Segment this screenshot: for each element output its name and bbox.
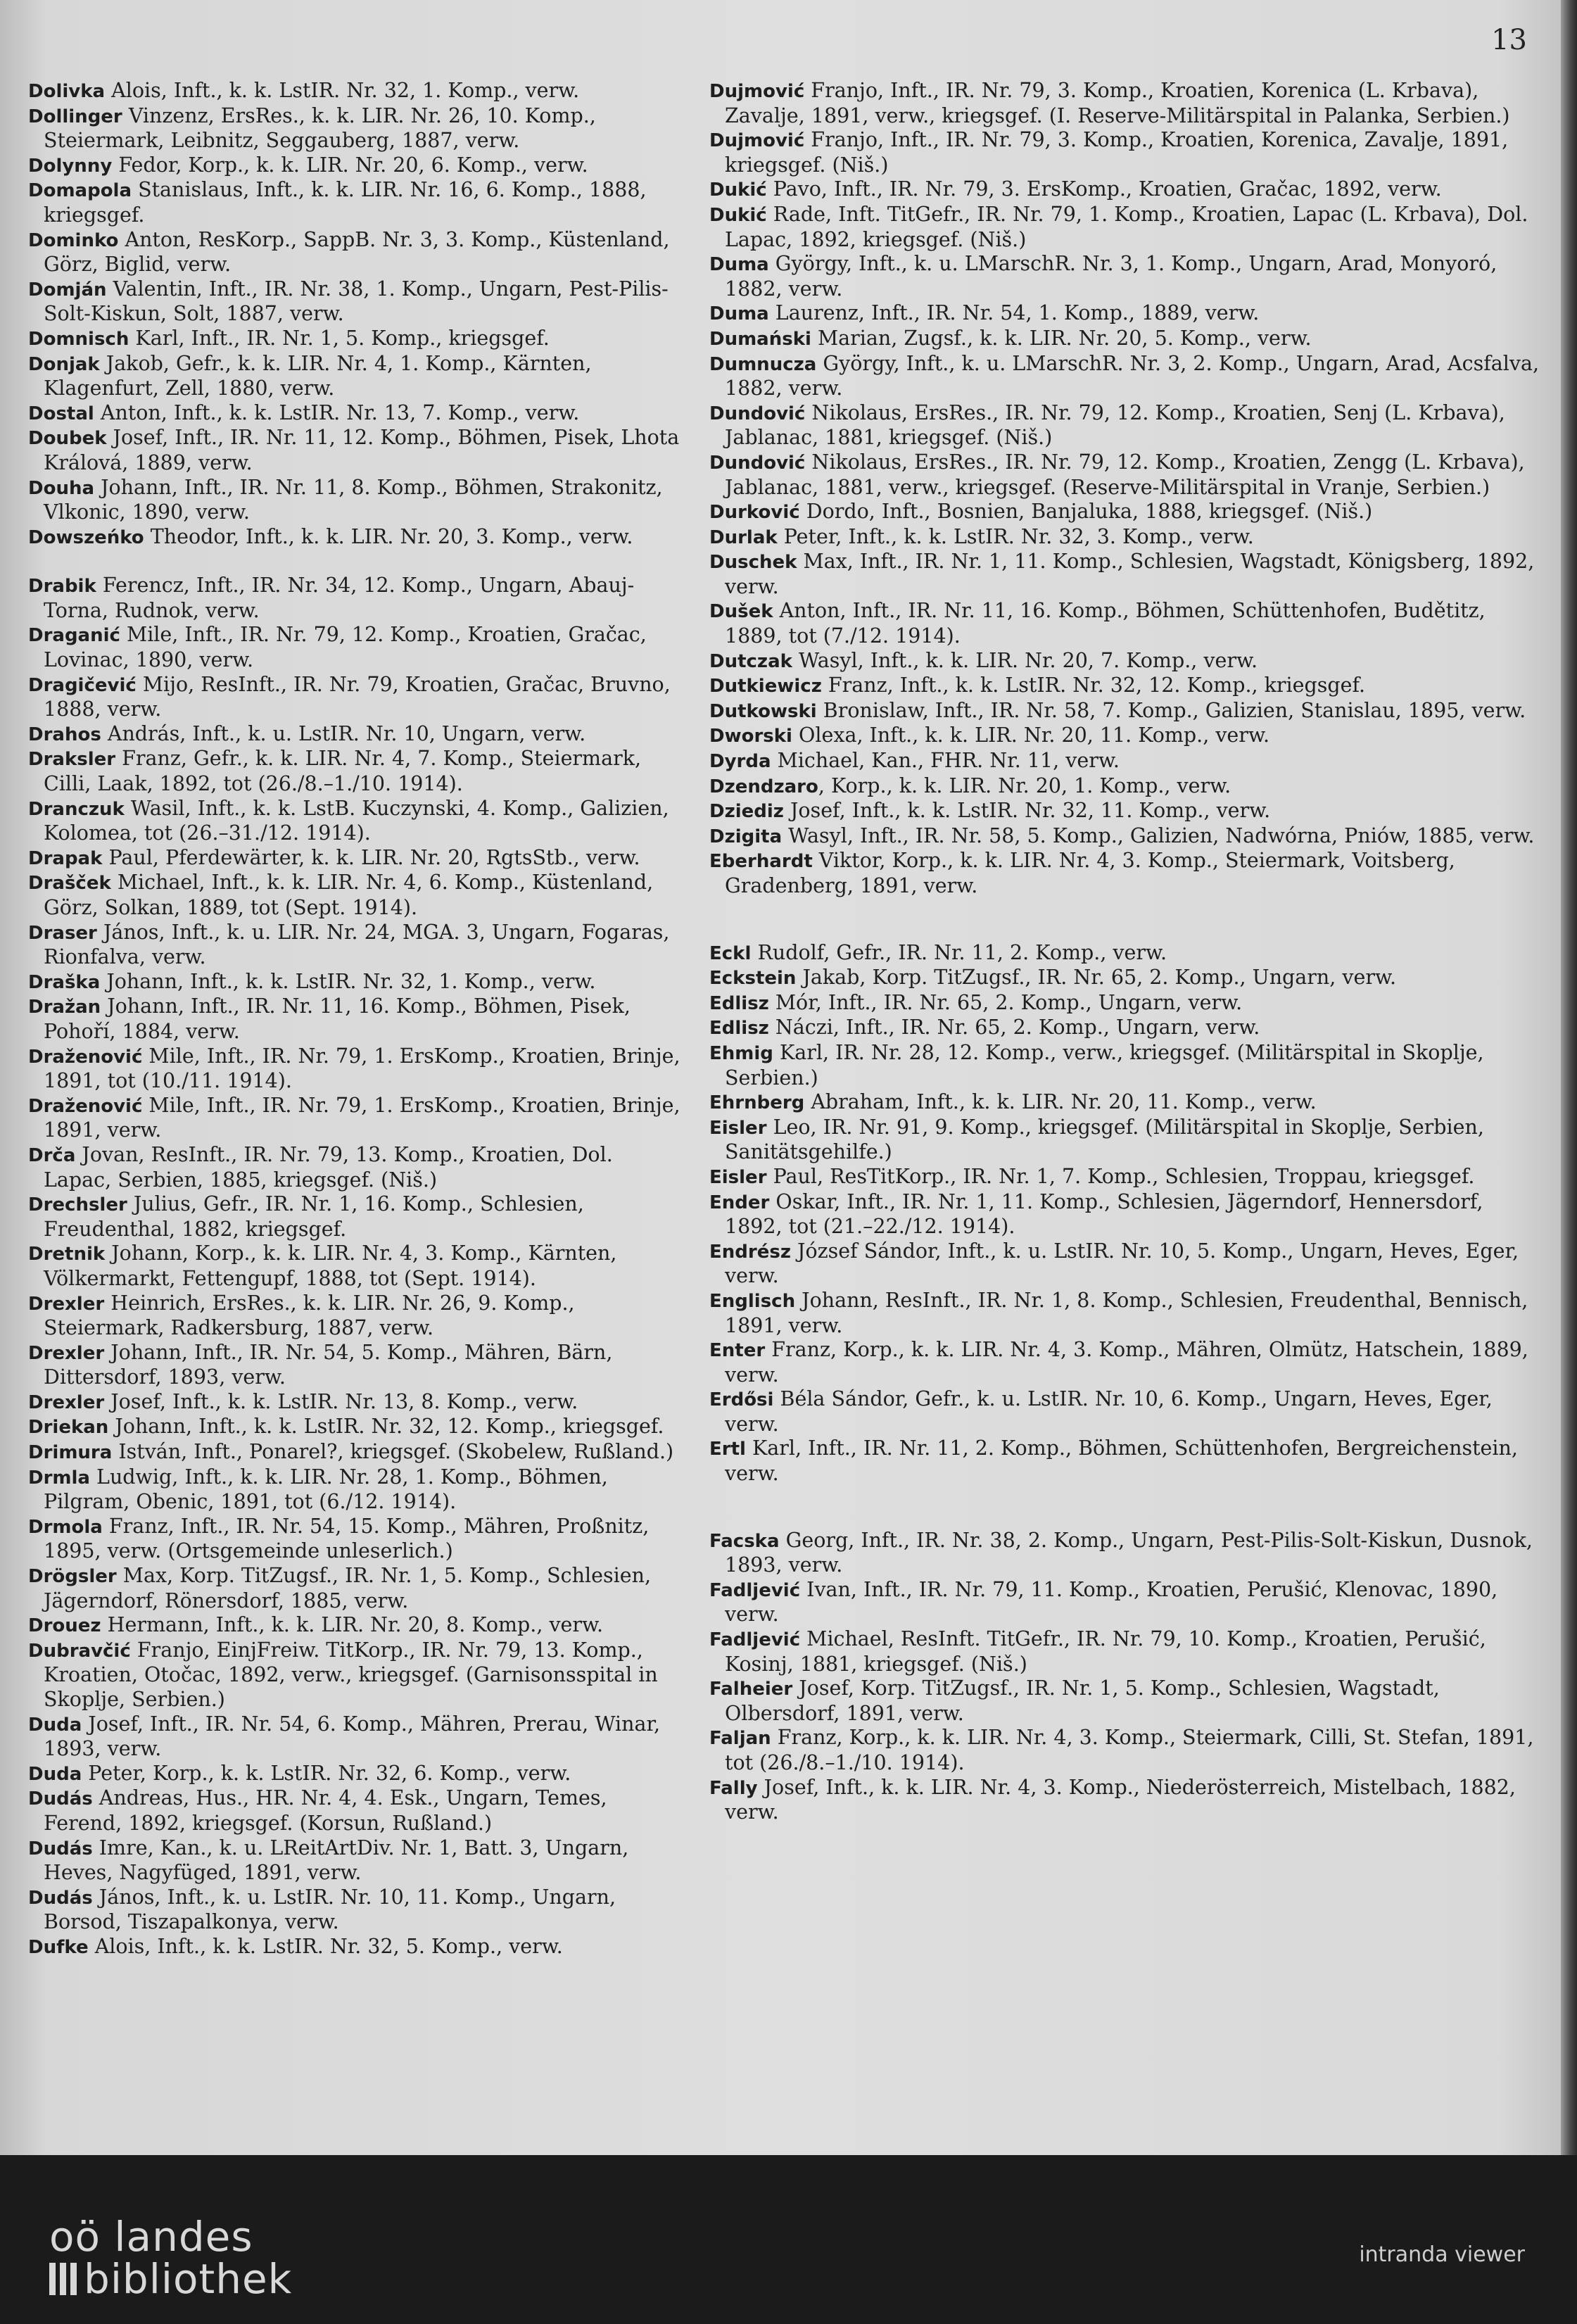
entry-surname: Dufke <box>28 1936 89 1958</box>
entry-surname: Drouez <box>28 1615 101 1637</box>
entry-details: Franjo, EinjFreiw. TitKorp., IR. Nr. 79, 13. Komp., Kroatien, Otočac, 1892, verw., kriegsgef. (Garnisonsspital in Skoplje, Serbien.) <box>44 1638 658 1711</box>
register-entry <box>28 104 683 153</box>
entry-details: Leo, IR. Nr. 91, 9. Komp., kriegsgef. (Militärspital in Skoplje, Serbien, Sanitätsgehilfe.) <box>725 1115 1484 1164</box>
register-entry <box>709 849 1540 898</box>
register-entry <box>28 153 683 179</box>
entry-details: Michael, Inft., k. k. LIR. Nr. 4, 6. Komp., Küstenland, Görz, Solkan, 1889, tot (Sept. 1914). <box>44 871 654 919</box>
entry-surname: Dundović <box>709 403 806 424</box>
entry-surname: Dudás <box>28 1838 93 1859</box>
register-entry <box>28 722 683 747</box>
entry-details: Rade, Inft. TitGefr., IR. Nr. 79, 1. Komp., Kroatien, Lapac (L. Krbava), Dol. Lapac, 1892, kriegsgef. (Niš.) <box>725 202 1528 251</box>
register-entry <box>28 970 683 995</box>
register-entry <box>28 1638 683 1712</box>
entry-details: Karl, IR. Nr. 28, 12. Komp., verw., kriegsgef. (Militärspital in Skoplje, Serbien.) <box>725 1040 1484 1090</box>
entry-surname: Durković <box>709 502 800 524</box>
entry-details: Josef, Inft., k. k. LIR. Nr. 4, 3. Komp., Niederösterreich, Mistelbach, 1882, verw. <box>725 1775 1516 1824</box>
entry-details: Karl, Inft., IR. Nr. 11, 2. Komp., Böhmen, Schüttenhofen, Bergreichenstein, verw. <box>725 1436 1518 1486</box>
register-entry <box>709 1776 1540 1825</box>
entry-details: Josef, Inft., IR. Nr. 11, 12. Komp., Böhmen, Pisek, Lhota Králová, 1889, verw. <box>44 426 680 474</box>
entry-surname: Dumnucza <box>709 353 817 375</box>
register-entry <box>28 1564 683 1613</box>
entry-details: Max, Korp. TitZugsf., IR. Nr. 1, 5. Komp., Schlesien, Jägerndorf, Rönersdorf, 1885, verw. <box>44 1564 652 1612</box>
register-entry <box>709 1239 1540 1289</box>
register-entry <box>28 1886 683 1935</box>
entry-surname: Dolynny <box>28 155 113 177</box>
entry-surname: Ender <box>709 1192 770 1213</box>
register-entry <box>709 500 1540 525</box>
library-logo[interactable] <box>49 2213 293 2303</box>
entry-surname: Dollinger <box>28 106 122 127</box>
register-entry <box>709 450 1540 500</box>
register-entry <box>709 1726 1540 1775</box>
entry-surname: Eisler <box>709 1166 767 1188</box>
entry-details: Franz, Inft., k. k. LstIR. Nr. 32, 12. Komp., kriegsgef. <box>821 674 1366 697</box>
entry-details: Dordo, Inft., Bosnien, Banjaluka, 1888, kriegsgef. (Niš.) <box>799 500 1373 524</box>
logo-text-line2-row <box>49 2255 293 2303</box>
register-entry <box>709 674 1540 699</box>
entry-surname: Draženović <box>28 1046 143 1068</box>
entry-surname: Drapak <box>28 847 103 869</box>
entry-details: , Korp., k. k. LIR. Nr. 20, 1. Komp., verw. <box>818 773 1231 797</box>
register-entry <box>709 749 1540 774</box>
entry-details: Bronislaw, Inft., IR. Nr. 58, 7. Komp., Galizien, Stanislau, 1895, verw. <box>816 698 1526 722</box>
entry-surname: Draška <box>28 971 101 993</box>
register-entry <box>709 252 1540 301</box>
entry-details: Anton, ResKorp., SappB. Nr. 3, 3. Komp., Küstenland, Görz, Biglid, verw. <box>44 227 670 277</box>
entry-surname: Drča <box>28 1144 76 1166</box>
entry-surname: Enter <box>709 1340 766 1362</box>
entry-surname: Dušek <box>709 601 773 623</box>
register-entry <box>28 1143 683 1192</box>
register-entry <box>709 1436 1540 1486</box>
entry-details: Hermann, Inft., k. k. LIR. Nr. 20, 8. Komp., verw. <box>101 1613 604 1637</box>
entry-details: Mile, Inft., IR. Nr. 79, 1. ErsKomp., Kroatien, Brinje, 1891, tot (10./11. 1914). <box>44 1044 680 1093</box>
entry-details: Alois, Inft., k. k. LstIR. Nr. 32, 1. Komp., verw. <box>105 79 580 102</box>
register-entry <box>28 1836 683 1886</box>
entry-surname: Falheier <box>709 1679 793 1700</box>
register-entry <box>709 774 1540 800</box>
logo-text-line1: oö landes <box>49 2213 253 2261</box>
entry-details: Béla Sándor, Gefr., k. u. LstIR. Nr. 10, 6. Komp., Ungarn, Heves, Eger, verw. <box>725 1387 1493 1436</box>
register-entry <box>709 966 1540 991</box>
entry-surname: Drexler <box>28 1342 105 1364</box>
section-gap <box>709 1486 1540 1529</box>
entry-details: Rudolf, Gefr., IR. Nr. 11, 2. Komp., verw. <box>751 940 1167 964</box>
register-entry <box>28 921 683 970</box>
entry-surname: Erdősi <box>709 1389 774 1411</box>
entry-surname: Eisler <box>709 1117 767 1139</box>
entry-surname: Dudás <box>28 1887 93 1909</box>
entry-surname: Faljan <box>709 1728 771 1750</box>
entry-surname: Dragičević <box>28 674 137 696</box>
entry-details: Vinzenz, ErsRes., k. k. LIR. Nr. 26, 10. Komp., Steiermark, Leibnitz, Seggauberg, 1887, verw. <box>44 103 596 153</box>
entry-details: Marian, Zugsf., k. k. LIR. Nr. 20, 5. Komp., verw. <box>811 326 1312 350</box>
register-entry <box>28 1390 683 1415</box>
register-entry <box>28 871 683 920</box>
entry-details: Ludwig, Inft., k. k. LIR. Nr. 28, 1. Komp., Böhmen, Pilgram, Obenic, 1891, tot (6./12. 1914). <box>44 1465 608 1514</box>
entry-details: János, Inft., k. u. LstIR. Nr. 10, 11. Komp., Ungarn, Borsod, Tiszapalkonya, verw. <box>44 1885 616 1934</box>
entry-surname: Fally <box>709 1777 758 1799</box>
entry-details: Josef, Inft., IR. Nr. 54, 6. Komp., Mähren, Prerau, Winar, 1893, verw. <box>44 1712 661 1761</box>
register-entry <box>28 623 683 672</box>
entry-details: Franjo, Inft., IR. Nr. 79, 3. Komp., Kroatien, Korenica, Zavalje, 1891, kriegsgef. (Niš.) <box>725 128 1509 177</box>
entry-details: Stanislaus, Inft., k. k. LIR. Nr. 16, 6. Komp., 1888, kriegsgef. <box>44 178 647 227</box>
entry-surname: Drimura <box>28 1442 113 1464</box>
entry-details: Franz, Korp., k. k. LIR. Nr. 4, 3. Komp., Mähren, Olmütz, Hatschein, 1889, verw. <box>725 1338 1528 1387</box>
register-entry <box>28 178 683 227</box>
page-number: 13 <box>1491 24 1527 56</box>
entry-details: Mile, Inft., IR. Nr. 79, 1. ErsKomp., Kroatien, Brinje, 1891, verw. <box>44 1093 680 1142</box>
register-entry <box>709 301 1540 327</box>
entry-details: Mile, Inft., IR. Nr. 79, 12. Komp., Kroatien, Gračac, Lovinac, 1890, verw. <box>44 623 647 672</box>
register-entry <box>709 1627 1540 1676</box>
register-entry <box>28 352 683 401</box>
entry-surname: Dubravčić <box>28 1640 131 1662</box>
entry-details: Wasil, Inft., k. k. LstB. Kuczynski, 4. Komp., Galizien, Kolomea, tot (26.–31./12. 1914). <box>44 796 669 845</box>
entry-surname: Drexler <box>28 1293 105 1315</box>
entry-surname: Dutczak <box>709 650 792 672</box>
register-entry <box>709 1165 1540 1190</box>
register-entry <box>28 476 683 525</box>
right-column <box>709 79 1540 1825</box>
register-entry <box>709 525 1540 550</box>
entry-details: András, Inft., k. u. LstIR. Nr. 10, Ungarn, verw. <box>101 721 586 745</box>
entry-surname: Fadljević <box>709 1579 801 1601</box>
entry-surname: Drexler <box>28 1391 105 1413</box>
entry-surname: Dražan <box>28 997 101 1018</box>
logo-text-line2: bibliothek <box>84 2255 293 2303</box>
left-column <box>28 79 683 1960</box>
entry-surname: Dzigita <box>709 826 783 847</box>
entry-details: Franz, Gefr., k. k. LIR. Nr. 4, 7. Komp., Steiermark, Cilli, Laak, 1892, tot (26./8.–1./10. 1914). <box>44 747 642 796</box>
entry-surname: Ertl <box>709 1439 746 1460</box>
entry-details: Franz, Korp., k. k. LIR. Nr. 4, 3. Komp., Steiermark, Cilli, St. Stefan, 1891, tot (26./8.–1./10. 1914). <box>725 1726 1534 1774</box>
entry-details: Paul, Pferdewärter, k. k. LIR. Nr. 20, RgtsStb., verw. <box>102 845 640 869</box>
entry-details: Johann, Inft., k. k. LstIR. Nr. 32, 1. Komp., verw. <box>100 969 596 993</box>
entry-surname: Facska <box>709 1530 780 1552</box>
logo-bars-icon <box>49 2263 77 2295</box>
register-entry <box>709 327 1540 352</box>
register-entry <box>709 1289 1540 1338</box>
register-entry <box>28 1762 683 1787</box>
entry-surname: Dziediz <box>709 801 784 823</box>
entry-details: Johann, Inft., k. k. LstIR. Nr. 32, 12. Komp., kriegsgef. <box>108 1415 664 1439</box>
register-entry <box>28 1515 683 1564</box>
register-entry <box>28 525 683 550</box>
register-entry <box>28 426 683 475</box>
entry-details: Peter, Inft., k. k. LstIR. Nr. 32, 3. Komp., verw. <box>777 524 1254 548</box>
register-entry <box>709 1387 1540 1436</box>
register-entry <box>709 1578 1540 1627</box>
register-entry <box>28 228 683 277</box>
register-entry <box>28 1415 683 1440</box>
entry-details: István, Inft., Ponarel?, kriegsgef. (Skobelew, Rußland.) <box>112 1440 674 1464</box>
register-entry <box>709 1529 1540 1578</box>
entry-details: Johann, Korp., k. k. LIR. Nr. 4, 3. Komp., Kärnten, Völkermarkt, Fettengupf, 1888, tot (Sept. 1914). <box>44 1242 617 1290</box>
entry-surname: Donjak <box>28 353 100 375</box>
entry-surname: Fadljević <box>709 1629 801 1651</box>
entry-surname: Driekan <box>28 1417 109 1439</box>
entry-details: József Sándor, Inft., k. u. LstIR. Nr. 10, 5. Komp., Ungarn, Heves, Eger, verw. <box>725 1239 1519 1288</box>
page-edge <box>1561 0 1577 2155</box>
entry-surname: Duma <box>709 254 769 276</box>
entry-surname: Drahos <box>28 724 101 745</box>
register-entry <box>709 1676 1540 1726</box>
entry-details: Johann, Inft., IR. Nr. 11, 16. Komp., Böhmen, Pisek, Pohoří, 1884, verw. <box>44 994 631 1043</box>
entry-surname: Edlisz <box>709 1018 769 1040</box>
register-entry <box>28 1712 683 1762</box>
entry-surname: Ehmig <box>709 1042 773 1064</box>
entry-details: Max, Inft., IR. Nr. 1, 11. Komp., Schlesien, Wagstadt, Königsberg, 1892, verw. <box>725 550 1535 598</box>
entry-surname: Dzendzaro <box>709 776 818 797</box>
entry-surname: Draganić <box>28 625 120 647</box>
entry-surname: Eckstein <box>709 968 797 990</box>
section-gap <box>28 550 683 574</box>
entry-details: Alois, Inft., k. k. LstIR. Nr. 32, 5. Komp., verw. <box>88 1934 563 1958</box>
entry-surname: Dranczuk <box>28 798 125 820</box>
entry-details: Valentin, Inft., IR. Nr. 38, 1. Komp., Ungarn, Pest-Pilis-Solt-Kiskun, Solt, 1887, verw. <box>44 277 669 326</box>
register-entry <box>28 797 683 846</box>
register-entry <box>709 824 1540 850</box>
entry-surname: Dudás <box>28 1788 93 1810</box>
entry-surname: Dukić <box>709 179 767 201</box>
entry-details: Abraham, Inft., k. k. LIR. Nr. 20, 11. Komp., verw. <box>804 1090 1317 1114</box>
register-entry <box>709 649 1540 674</box>
entry-details: Wasyl, Inft., IR. Nr. 58, 5. Komp., Galizien, Nadwórna, Pniów, 1885, verw. <box>782 823 1535 847</box>
entry-details: Johann, Inft., IR. Nr. 54, 5. Komp., Mähren, Bärn, Dittersdorf, 1893, verw. <box>44 1340 613 1389</box>
entry-surname: Eberhardt <box>709 851 813 873</box>
entry-surname: Eckl <box>709 942 752 964</box>
entry-details: Ivan, Inft., IR. Nr. 79, 11. Komp., Kroatien, Perušić, Klenovac, 1890, verw. <box>725 1577 1498 1627</box>
register-entry <box>28 1935 683 1960</box>
entry-details: Nikolaus, ErsRes., IR. Nr. 79, 12. Komp., Kroatien, Senj (L. Krbava), Jablanac, 1881, kriegsgef. (Niš.) <box>725 400 1505 450</box>
register-entry <box>28 277 683 327</box>
entry-details: Michael, Kan., FHR. Nr. 11, verw. <box>771 749 1120 773</box>
entry-surname: Domján <box>28 279 107 301</box>
entry-details: Wasyl, Inft., k. k. LIR. Nr. 20, 7. Komp., verw. <box>792 648 1258 672</box>
register-entry <box>709 1016 1540 1041</box>
entry-details: Johann, ResInft., IR. Nr. 1, 8. Komp., Schlesien, Freudenthal, Bennisch, 1891, verw. <box>725 1288 1528 1337</box>
register-entry <box>28 1341 683 1390</box>
register-entry <box>709 991 1540 1016</box>
entry-details: Pavo, Inft., IR. Nr. 79, 3. ErsKomp., Kroatien, Gračac, 1892, verw. <box>766 177 1442 201</box>
register-entry <box>709 1090 1540 1116</box>
register-entry <box>28 673 683 722</box>
entry-details: Viktor, Korp., k. k. LIR. Nr. 4, 3. Komp., Steiermark, Voitsberg, Gradenberg, 1891, verw. <box>725 849 1455 897</box>
entry-surname: Edlisz <box>709 992 769 1014</box>
entry-details: Jakab, Korp. TitZugsf., IR. Nr. 65, 2. Komp., Ungarn, verw. <box>796 966 1397 990</box>
register-entry <box>709 79 1540 128</box>
register-entry <box>709 1190 1540 1239</box>
entry-details: Franz, Inft., IR. Nr. 54, 15. Komp., Mähren, Proßnitz, 1895, verw. (Ortsgemeinde unleserlich.) <box>44 1514 650 1563</box>
entry-surname: Domnisch <box>28 328 129 350</box>
viewer-brand-label[interactable]: intranda viewer <box>1359 2242 1525 2267</box>
register-entry <box>28 1613 683 1638</box>
entry-surname: Dominko <box>28 229 119 251</box>
entry-details: Anton, Inft., IR. Nr. 11, 16. Komp., Böhmen, Schüttenhofen, Budětitz, 1889, tot (7./12. 1914). <box>725 599 1486 648</box>
entry-details: Imre, Kan., k. u. LReitArtDiv. Nr. 1, Batt. 3, Ungarn, Heves, Nagyfüged, 1891, verw. <box>44 1836 629 1885</box>
entry-surname: Durlak <box>709 526 778 548</box>
register-entry <box>28 401 683 427</box>
entry-details: Josef, Inft., k. k. LstIR. Nr. 32, 11. Komp., verw. <box>783 799 1271 823</box>
entry-surname: Dujmović <box>709 81 805 102</box>
entry-details: Karl, Inft., IR. Nr. 1, 5. Komp., kriegsgef. <box>129 326 550 350</box>
entry-details: Fedor, Korp., k. k. LIR. Nr. 20, 6. Komp., verw. <box>112 153 588 177</box>
register-entry <box>28 1440 683 1465</box>
entry-surname: Drmola <box>28 1516 103 1538</box>
register-entry <box>709 401 1540 450</box>
entry-details: György, Inft., k. u. LMarschR. Nr. 3, 1. Komp., Ungarn, Arad, Monyoró, 1882, verw. <box>725 252 1497 301</box>
entry-surname: Dyrda <box>709 751 771 773</box>
entry-surname: Drechsler <box>28 1194 127 1216</box>
entry-details: Anton, Inft., k. k. LstIR. Nr. 13, 7. Komp., verw. <box>94 400 580 424</box>
register-entry <box>709 177 1540 203</box>
register-entry <box>709 1116 1540 1165</box>
register-entry <box>28 1465 683 1515</box>
register-entry <box>709 724 1540 749</box>
entry-surname: Duda <box>28 1714 82 1736</box>
entry-surname: Doubek <box>28 428 107 450</box>
register-entry <box>28 994 683 1044</box>
entry-details: Josef, Korp. TitZugsf., IR. Nr. 1, 5. Komp., Schlesien, Wagstadt, Olbersdorf, 1891, verw. <box>725 1676 1440 1725</box>
entry-details: Julius, Gefr., IR. Nr. 1, 16. Komp., Schlesien, Freudenthal, 1882, kriegsgef. <box>44 1192 584 1241</box>
entry-surname: Draženović <box>28 1095 143 1117</box>
register-entry <box>28 747 683 796</box>
register-entry <box>28 1786 683 1836</box>
entry-surname: Dutkowski <box>709 700 817 722</box>
register-entry <box>709 128 1540 177</box>
register-entry <box>709 352 1540 401</box>
entry-surname: Ehrnberg <box>709 1092 805 1114</box>
entry-details: Oskar, Inft., IR. Nr. 1, 11. Komp., Schlesien, Jägerndorf, Hennersdorf, 1892, tot (21.–22./12. 1914). <box>725 1189 1483 1239</box>
entry-details: Peter, Korp., k. k. LstIR. Nr. 32, 6. Komp., verw. <box>82 1761 571 1785</box>
register-entry <box>709 699 1540 724</box>
entry-details: Heinrich, ErsRes., k. k. LIR. Nr. 26, 9. Komp., Steiermark, Radkersburg, 1887, verw. <box>44 1291 575 1340</box>
entry-surname: Domapola <box>28 180 132 202</box>
entry-surname: Duda <box>28 1763 82 1785</box>
register-entry <box>28 1242 683 1291</box>
entry-details: Jovan, ResInft., IR. Nr. 79, 13. Komp., Kroatien, Dol. Lapac, Serbien, 1885, kriegsgef. (Niš.) <box>44 1142 613 1192</box>
section-gap <box>709 899 1540 941</box>
register-entry <box>28 846 683 871</box>
entry-surname: Drmla <box>28 1467 90 1489</box>
entry-details: János, Inft., k. u. LIR. Nr. 24, MGA. 3, Ungarn, Fogaras, Rionfalva, verw. <box>44 920 670 969</box>
entry-details: Theodor, Inft., k. k. LIR. Nr. 20, 3. Komp., verw. <box>144 524 633 548</box>
viewer-footer <box>0 2155 1577 2324</box>
register-entry <box>28 1192 683 1242</box>
entry-surname: Dutkiewicz <box>709 676 822 697</box>
entry-details: Laurenz, Inft., IR. Nr. 54, 1. Komp., 1889, verw. <box>768 301 1260 325</box>
entry-details: Johann, Inft., IR. Nr. 11, 8. Komp., Böhmen, Strakonitz, Vlkonic, 1890, verw. <box>44 475 663 524</box>
entry-surname: Dukić <box>709 204 767 226</box>
register-entry <box>709 203 1540 252</box>
entry-surname: Duschek <box>709 552 797 574</box>
entry-details: Georg, Inft., IR. Nr. 38, 2. Komp., Ungarn, Pest-Pilis-Solt-Kiskun, Dusnok, 1893, verw. <box>725 1528 1533 1577</box>
entry-details: Náczi, Inft., IR. Nr. 65, 2. Komp., Ungarn, verw. <box>768 1016 1260 1040</box>
entry-surname: Dworski <box>709 726 792 747</box>
entry-details: Franjo, Inft., IR. Nr. 79, 3. Komp., Kroatien, Korenica (L. Krbava), Zavalje, 1891, verw., kriegsgef. (I. Reserve-Militärspital in Palanka, Serbien.) <box>725 79 1510 127</box>
entry-surname: Dretnik <box>28 1244 106 1265</box>
entry-surname: Englisch <box>709 1290 796 1312</box>
entry-details: Andreas, Hus., HR. Nr. 4, 4. Esk., Ungarn, Temes, Ferend, 1892, kriegsgef. (Korsun, Rußland.) <box>44 1786 607 1835</box>
register-entry <box>28 574 683 623</box>
entry-details: Mijo, ResInft., IR. Nr. 79, Kroatien, Gračac, Bruvno, 1888, verw. <box>44 672 671 721</box>
entry-surname: Endrész <box>709 1241 791 1263</box>
entry-details: Nikolaus, ErsRes., IR. Nr. 79, 12. Komp., Kroatien, Zengg (L. Krbava), Jablanac, 1881, verw., kriegsgef. (Reserve-Militärspital in Vranje, Serbien.) <box>725 450 1525 499</box>
entry-surname: Dumański <box>709 328 811 350</box>
register-entry <box>28 1094 683 1143</box>
entry-surname: Draksler <box>28 749 116 771</box>
register-entry <box>709 799 1540 824</box>
entry-details: Josef, Inft., k. k. LstIR. Nr. 13, 8. Komp., verw. <box>104 1389 578 1413</box>
entry-details: Michael, ResInft. TitGefr., IR. Nr. 79, 10. Komp., Kroatien, Perušić, Kosinj, 1881, kriegsgef. (Niš.) <box>725 1627 1486 1676</box>
entry-details: Mór, Inft., IR. Nr. 65, 2. Komp., Ungarn, verw. <box>768 990 1243 1014</box>
entry-details: György, Inft., k. u. LMarschR. Nr. 3, 2. Komp., Ungarn, Arad, Acsfalva, 1882, verw. <box>725 351 1540 400</box>
register-entry <box>709 941 1540 966</box>
entry-details: Jakob, Gefr., k. k. LIR. Nr. 4, 1. Komp., Kärnten, Klagenfurt, Zell, 1880, verw. <box>44 351 592 400</box>
register-entry <box>709 1338 1540 1387</box>
entry-surname: Douha <box>28 477 95 499</box>
entry-surname: Dostal <box>28 403 94 424</box>
entry-surname: Drögsler <box>28 1566 117 1588</box>
entry-surname: Duma <box>709 303 769 325</box>
entry-surname: Drašček <box>28 873 111 895</box>
register-entry <box>28 1044 683 1094</box>
entry-surname: Draser <box>28 922 97 944</box>
entry-surname: Drabik <box>28 576 96 598</box>
entry-surname: Dundović <box>709 452 806 474</box>
register-entry <box>709 599 1540 648</box>
entry-surname: Dolivka <box>28 81 106 102</box>
register-entry <box>28 1292 683 1341</box>
register-entry <box>28 79 683 104</box>
entry-surname: Dujmović <box>709 130 805 152</box>
register-entry <box>709 550 1540 599</box>
entry-details: Paul, ResTitKorp., IR. Nr. 1, 7. Komp., Schlesien, Troppau, kriegsgef. <box>766 1164 1475 1188</box>
entry-details: Olexa, Inft., k. k. LIR. Nr. 20, 11. Komp., verw. <box>792 724 1269 747</box>
entry-surname: Dowszeńko <box>28 526 144 548</box>
register-entry <box>28 327 683 352</box>
register-entry <box>709 1041 1540 1090</box>
entry-details: Ferencz, Inft., IR. Nr. 34, 12. Komp., Ungarn, Abauj-Torna, Rudnok, verw. <box>44 574 635 622</box>
